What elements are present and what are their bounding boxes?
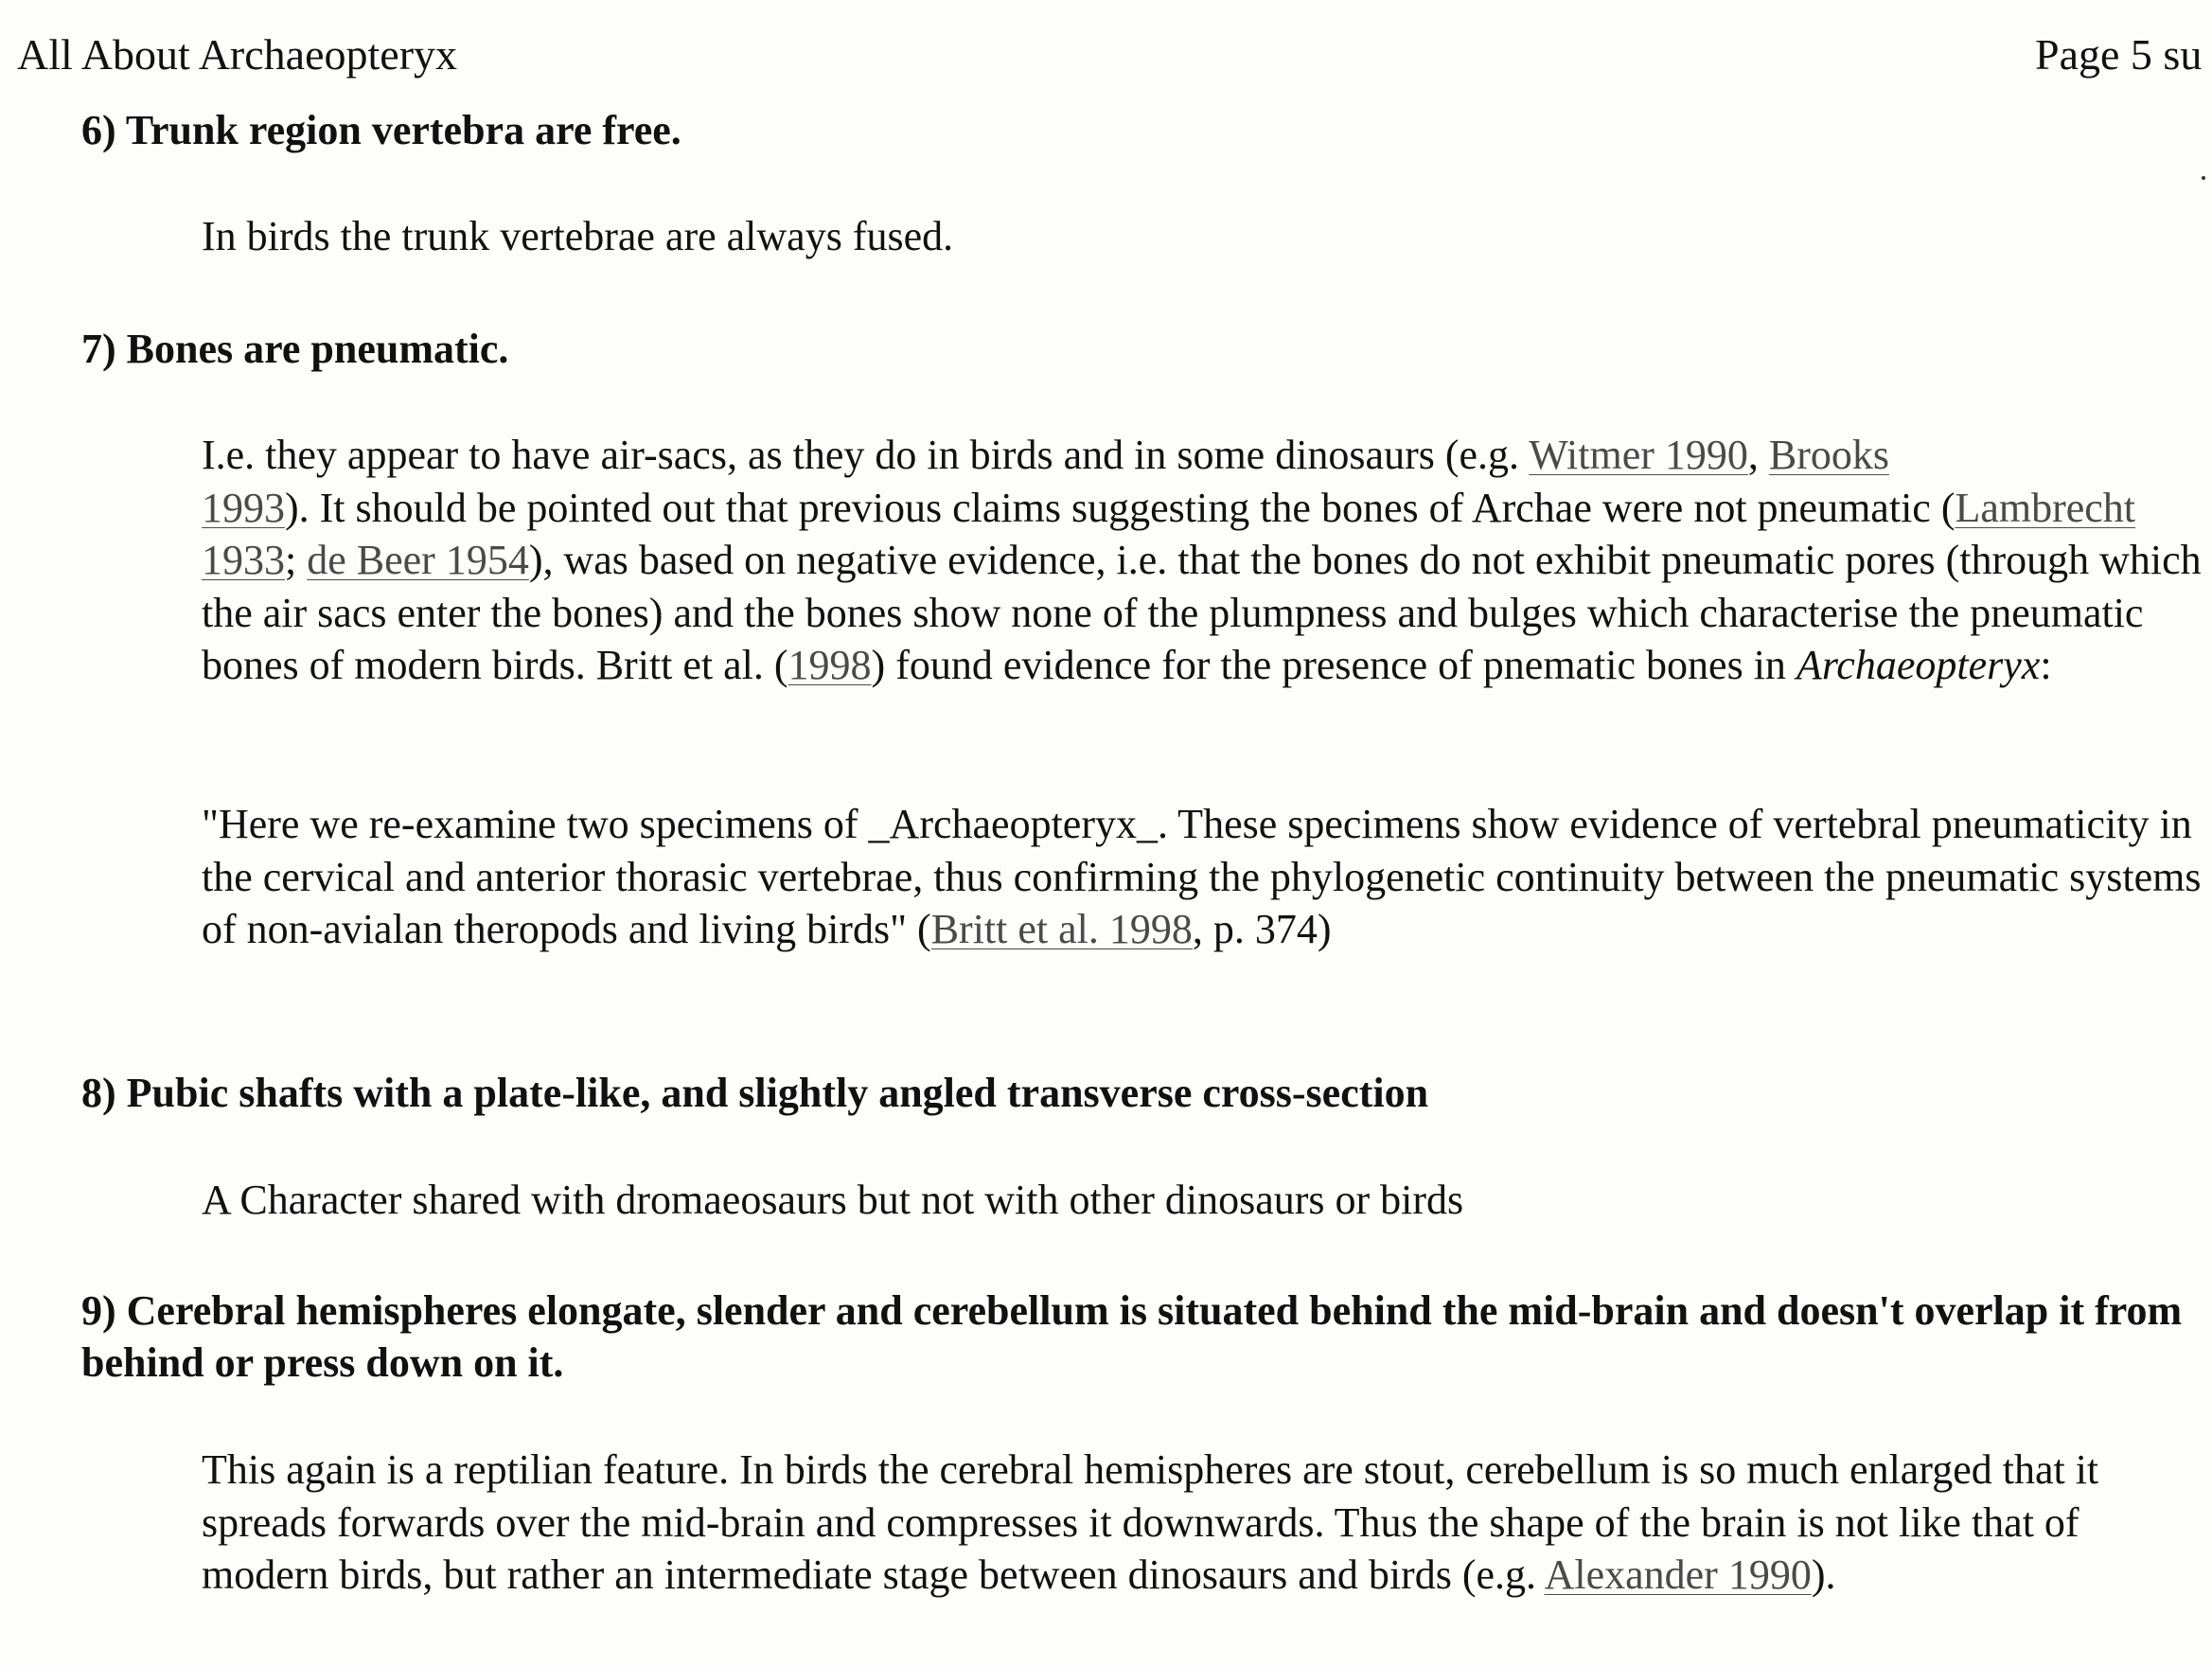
text-run: ). — [1811, 1551, 1836, 1598]
text-run: ), was based on negative evidence, i.e. that the bones do not exhibit pneumatic pores (through which the air sacs enter the bones) and the bones show none of the plumpness and bulges which characterise the pneumatic bones of modern birds. Britt et al. ( — [202, 537, 2202, 688]
text-run: "Here we re-examine two specimens of _Archaeopteryx_. These specimens show evidence of vertebral pneumaticity in the cervical and anterior thorasic vertebrae, thus confirming the phylogenetic continuity between the pneumatic systems of non-avialan theropods and living birds" ( — [202, 801, 2202, 952]
citation-link-alexander-1990[interactable]: Alexander 1990 — [1544, 1551, 1812, 1598]
running-header-title: All About Archaeopteryx — [17, 30, 458, 79]
citation-link-1998[interactable]: 1998 — [787, 642, 872, 688]
genus-name: Archaeopteryx — [1796, 642, 2041, 688]
text-run: ). It should be pointed out that previous claims suggesting the bones of Archae were not pneumatic ( — [285, 484, 1955, 531]
text-run: , p. 374) — [1192, 906, 1332, 952]
text-run: , — [1747, 432, 1769, 478]
citation-link-britt-et-al-1998[interactable]: Britt et al. 1998 — [930, 906, 1193, 952]
citation-link-de-beer-1954[interactable]: de Beer 1954 — [307, 537, 529, 583]
citation-link-brooks-1993-part2[interactable]: 1993 — [202, 484, 285, 531]
text-run: I.e. they appear to have air-sacs, as they do in birds and in some dinosaurs (e.g. — [202, 432, 1530, 478]
section-8-heading: 8) Pubic shafts with a plate-like, and slightly angled transverse cross-section — [81, 1070, 1429, 1116]
section-6-heading: 6) Trunk region vertebra are free. — [81, 107, 681, 153]
scan-speck — [2202, 176, 2205, 180]
section-7-quote — [202, 798, 2208, 956]
citation-link-lambrecht-1933[interactable]: Lambrecht 1933 — [202, 484, 2136, 583]
text-run: : — [2040, 642, 2052, 688]
section-7-paragraph — [202, 429, 2208, 692]
citation-link-witmer-1990[interactable]: Witmer 1990 — [1529, 432, 1748, 478]
section-7-heading: 7) Bones are pneumatic. — [81, 326, 509, 372]
section-6-body: In birds the trunk vertebrae are always fused. — [202, 213, 954, 259]
text-run: ) found evidence for the presence of pnematic bones in — [871, 642, 1796, 688]
section-8-body: A Character shared with dromaeosaurs but not with other dinosaurs or birds — [202, 1177, 1464, 1223]
running-header-page-label: Page 5 su — [2035, 30, 2203, 79]
text-run: ; — [285, 537, 308, 583]
citation-link-brooks-1993-part1[interactable]: Brooks — [1768, 432, 1889, 478]
section-9-paragraph — [202, 1444, 2208, 1602]
section-9-heading: 9) Cerebral hemispheres elongate, slender and cerebellum is situated behind the mid-brain and doesn't overlap it from behind or press down on it. — [81, 1287, 2183, 1386]
text-run: This again is a reptilian feature. In birds the cerebral hemispheres are stout, cerebellum is so much enlarged that it spreads forwards over the mid-brain and compresses it downwards. Thus the shape of the brain is not like that of modern birds, but rather an intermediate stage between dinosaurs and birds (e.g. — [202, 1446, 2099, 1598]
